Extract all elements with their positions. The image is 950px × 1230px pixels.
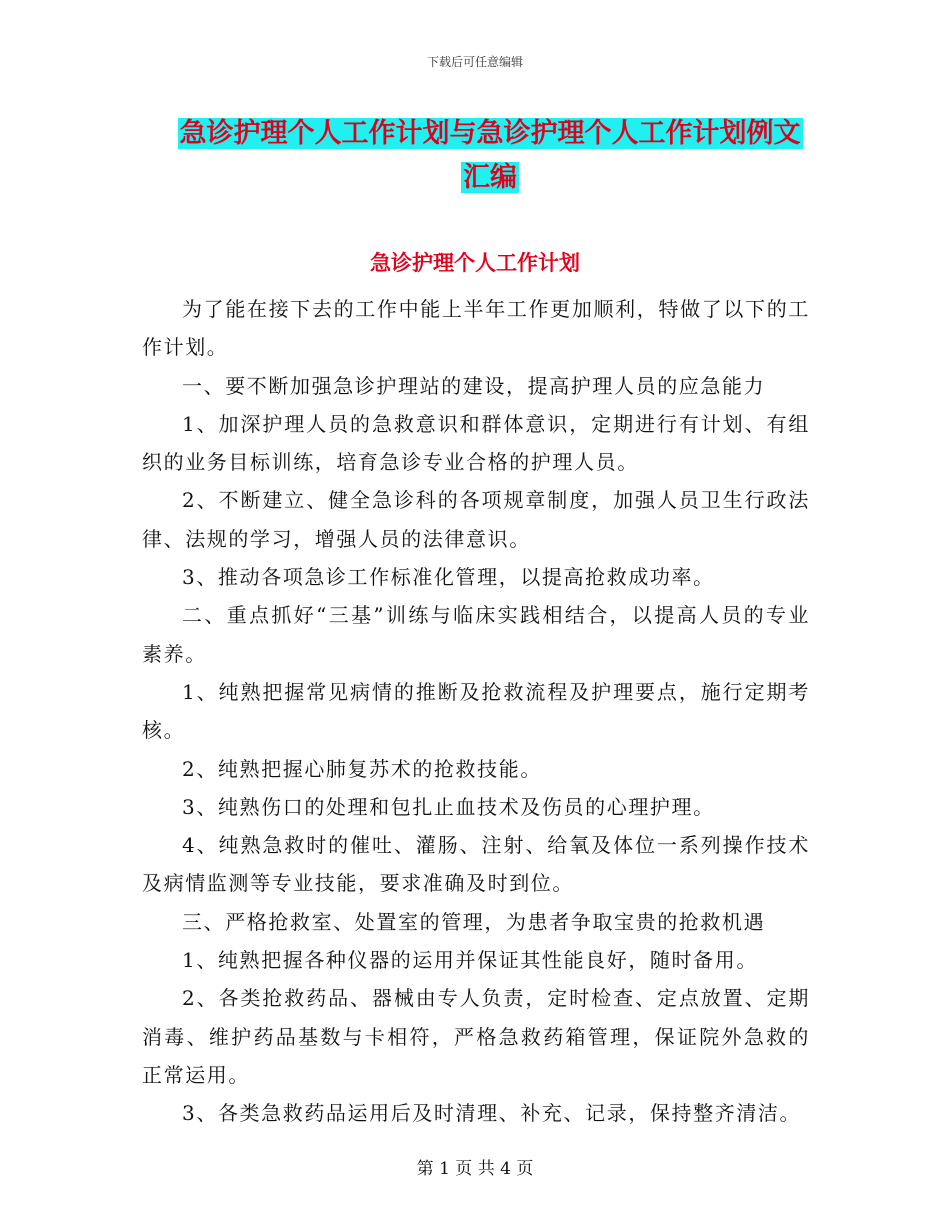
paragraph: 2、不断建立、健全急诊科的各项规章制度，加强人员卫生行政法律、法规的学习，增强人员的法律意识。 (142, 488, 810, 551)
page-footer: 第 1 页 共 4 页 (416, 1159, 534, 1179)
document-body (142, 290, 810, 1133)
paragraph: 2、各类抢救药品、器械由专人负责，定时检查、定点放置、定期消毒、维护药品基数与卡相符，严格急救药箱管理，保证院外急救的正常运用。 (142, 986, 810, 1087)
paragraph: 三、严格抢救室、处置室的管理，为患者争取宝贵的抢救机遇 (182, 909, 766, 934)
title-line-1: 急诊护理个人工作计划与急诊护理个人工作计划例文 (179, 118, 801, 149)
section-title: 急诊护理个人工作计划 (370, 251, 580, 275)
paragraph: 1、纯熟把握常见病情的推断及抢救流程及护理要点，施行定期考核。 (142, 679, 810, 743)
title-line-2: 汇编 (463, 162, 517, 193)
paragraph: 一、要不断加强急诊护理站的建设，提高护理人员的应急能力 (182, 373, 766, 398)
paragraph: 1、纯熟把握各种仪器的运用并保证其性能良好，随时备用。 (182, 948, 758, 973)
paragraph: 3、各类急救药品运用后及时清理、补充、记录，保持整齐清洁。 (182, 1101, 802, 1126)
paragraph: 2、纯熟把握心肺复苏术的抢救技能。 (182, 756, 542, 781)
paragraph: 4、纯熟急救时的催吐、灌肠、注射、给氧及体位一系列操作技术及病情监测等专业技能，要求准确及时到位。 (142, 833, 810, 896)
paragraph: 二、重点抓好“三基”训练与临床实践相结合，以提高人员的专业素养。 (142, 603, 810, 666)
paragraph: 3、纯熟伤口的处理和包扎止血技术及伤员的心理护理。 (182, 794, 715, 819)
document-title (140, 112, 840, 200)
paragraph: 1、加深护理人员的急救意识和群体意识，定期进行有计划、有组织的业务目标训练，培育急诊专业合格的护理人员。 (142, 411, 810, 475)
paragraph: 为了能在接下去的工作中能上半年工作更加顺利，特做了以下的工作计划。 (142, 297, 810, 360)
header-note: 下载后可任意编辑 (426, 55, 523, 69)
paragraph: 3、推动各项急诊工作标准化管理，以提高抢救成功率。 (182, 565, 715, 590)
